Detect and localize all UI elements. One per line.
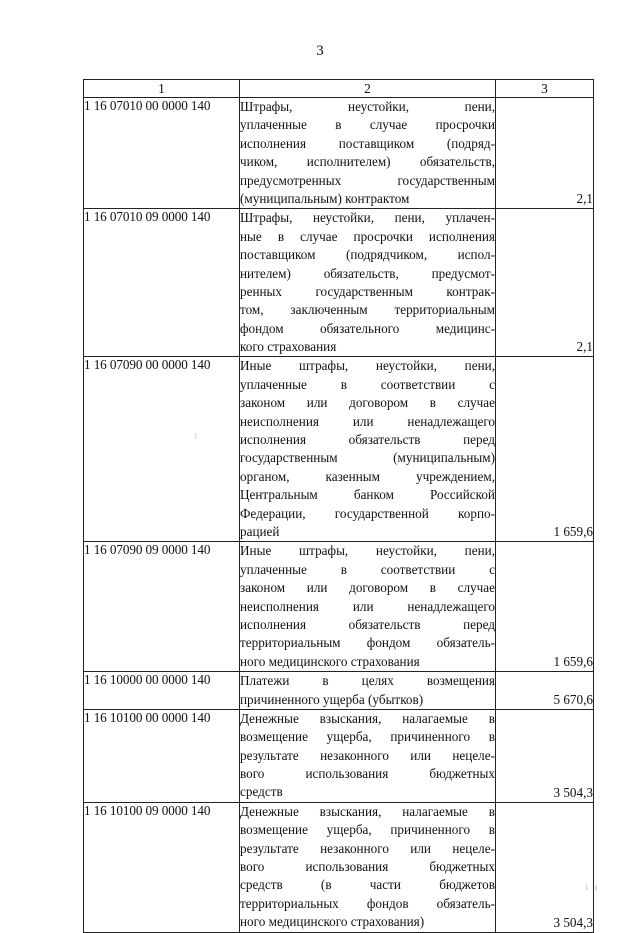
description-line: фондом обязательного медицинс- — [240, 320, 495, 336]
description-line: результате незаконного или нецеле- — [240, 840, 495, 856]
amount-cell: 5 670,6 — [496, 672, 594, 710]
description-line: Штрафы, неустойки, пени, уплачен- — [240, 210, 495, 226]
amount-cell: 2,1 — [496, 209, 594, 357]
description-line: Иные штрафы, неустойки, пени, — [240, 543, 495, 559]
description-line: территориальным фондом обязатель- — [240, 635, 495, 651]
description-line: поставщиком (подрядчиком, испол- — [240, 247, 495, 263]
description-line: неисполнения или ненадлежащего — [240, 413, 495, 429]
description-line: (муниципальным) контрактом — [240, 190, 410, 206]
budget-code-cell: 1 16 07010 09 0000 140 — [84, 209, 240, 357]
description-line: ного медицинского страхования) — [240, 914, 425, 930]
description-line: том, заключенным территориальным — [240, 302, 495, 318]
budget-table — [83, 79, 594, 933]
description-line: причиненного ущерба (убытков) — [240, 691, 424, 707]
description-line: исполнения поставщиком (подряд- — [240, 135, 495, 151]
scan-mark: 1 — [194, 432, 198, 440]
budget-code-cell: 1 16 07090 00 0000 140 — [84, 357, 240, 542]
description-line: ные в случае просрочки исполнения — [240, 228, 495, 244]
description-line: возмещение ущерба, причиненного в — [240, 729, 495, 745]
amount-cell: 2,1 — [496, 98, 594, 209]
description-line: вого использования бюджетных — [240, 859, 495, 875]
description-line: вого использования бюджетных — [240, 766, 495, 782]
description-line: ного медицинского страхования — [240, 653, 420, 669]
description-cell — [240, 802, 496, 932]
table-row — [84, 542, 594, 672]
description-line: законом или договором в случае — [240, 395, 495, 411]
table-row — [84, 709, 594, 802]
description-cell — [240, 357, 496, 542]
description-line: ренных государственным контрак- — [240, 283, 495, 299]
description-line: государственным (муниципальным) — [240, 450, 495, 466]
description-cell — [240, 672, 496, 710]
table-row — [84, 209, 594, 357]
description-line: рацией — [240, 523, 280, 539]
column-header-3: 3 — [496, 80, 594, 98]
description-line: Федерации, государственной корпо- — [240, 505, 495, 521]
description-line: средств (в части бюджетов — [240, 877, 495, 893]
scan-corner-marks: 1 1 — [585, 884, 600, 892]
budget-code-cell: 1 16 10100 09 0000 140 — [84, 802, 240, 932]
description-cell — [240, 98, 496, 209]
table-row — [84, 672, 594, 710]
description-line: уплаченные в соответствии с — [240, 561, 495, 577]
description-line: чиком, исполнителем) обязательств, — [240, 154, 495, 170]
description-line: неисполнения или ненадлежащего — [240, 598, 495, 614]
description-line: исполнения обязательств перед — [240, 616, 495, 632]
description-line: Иные штрафы, неустойки, пени, — [240, 358, 495, 374]
amount-cell: 1 659,6 — [496, 357, 594, 542]
description-cell — [240, 209, 496, 357]
description-line: Денежные взыскания, налагаемые в — [240, 803, 495, 819]
table-header-row — [84, 80, 594, 98]
page-number: 3 — [316, 43, 324, 59]
amount-cell: 3 504,3 — [496, 709, 594, 802]
budget-code-cell: 1 16 10100 00 0000 140 — [84, 709, 240, 802]
budget-code-cell: 1 16 10000 00 0000 140 — [84, 672, 240, 710]
column-header-1: 1 — [84, 80, 240, 98]
description-cell — [240, 542, 496, 672]
description-cell — [240, 709, 496, 802]
description-line: нителем) обязательств, предусмот- — [240, 265, 495, 281]
amount-cell: 3 504,3 — [496, 802, 594, 932]
description-line: органом, казенным учреждением, — [240, 468, 495, 484]
description-line: законом или договором в случае — [240, 580, 495, 596]
table-row — [84, 802, 594, 932]
description-line: Штрафы, неустойки, пени, — [240, 99, 495, 114]
description-line: предусмотренных государственным — [240, 172, 495, 188]
table-row — [84, 98, 594, 209]
description-line: кого страхования — [240, 339, 337, 355]
description-line: Денежные взыскания, налагаемые в — [240, 710, 495, 726]
budget-code-cell: 1 16 07090 09 0000 140 — [84, 542, 240, 672]
description-line: уплаченные в случае просрочки — [240, 117, 495, 133]
description-line: уплаченные в соответствии с — [240, 376, 495, 392]
description-line: исполнения обязательств перед — [240, 432, 495, 448]
description-line: Центральным банком Российской — [240, 487, 495, 503]
table-body — [84, 98, 594, 933]
budget-code-cell: 1 16 07010 00 0000 140 — [84, 98, 240, 209]
amount-cell: 1 659,6 — [496, 542, 594, 672]
description-line: территориальных фондов обязатель- — [240, 895, 495, 911]
description-line: средств — [240, 784, 283, 800]
description-line: Платежи в целях возмещения — [240, 673, 495, 689]
column-header-2: 2 — [240, 80, 496, 98]
table-row — [84, 357, 594, 542]
description-line: возмещение ущерба, причиненного в — [240, 822, 495, 838]
description-line: результате незаконного или нецеле- — [240, 747, 495, 763]
